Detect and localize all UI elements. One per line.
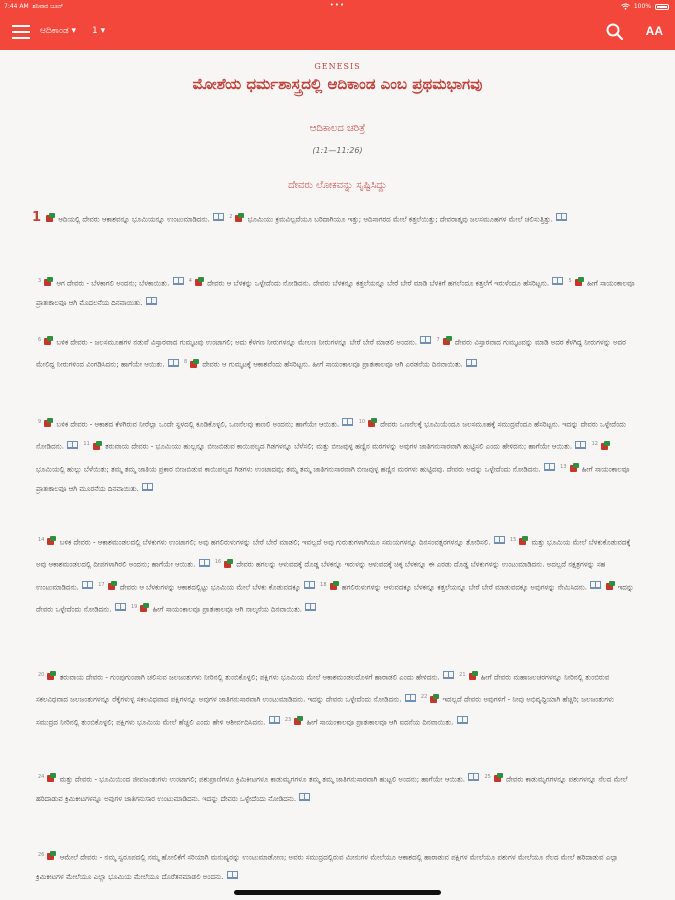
app-header [0,0,675,50]
verse-number: 18 [320,581,327,588]
verse-text[interactable]: ಮತ್ತು ದೇವರು - ಭೂಮಿಯಿಂದ ಜೀವಜಂತುಗಳು ಉಂಟಾಗಲಿ; ಪಶುಪ್ರಾಣಿಗಳೂ ಕ್ರಿಮಿಕೀಟಗಳೂ ಕಾಡುಮೃಗಗಳೂ ತಮ್ಮ ತಮ್ಮ ಜಾತಿಗನುಸಾರವಾಗಿ ಹುಟ್ಟಲಿ ಅಂದನು; ಹಾಗೆಯೇ ಆಯಿತು. [57,775,468,784]
verse-audio-icon[interactable] [606,581,615,590]
verse-number: 11 [83,441,90,448]
verse-number: 26 [38,852,45,858]
multitask-dots[interactable]: ••• [329,1,346,9]
battery-icon [655,4,669,10]
paragraph [36,271,636,313]
verse-audio-icon[interactable] [368,418,377,427]
cross-reference-book-icon[interactable] [142,483,153,491]
section-range: (1:1—11:26) [312,146,363,155]
verse-number: 7 [436,337,440,343]
cross-reference-book-icon[interactable] [405,694,416,702]
verse-text[interactable]: ಬಳಿಕ ದೇವರು - ಆಕಾಶಮಂಡಲದಲ್ಲಿ ಬೆಳಕುಗಳು ಉಂಟಾಗಲಿ; ಅವು ಹಗಲಿರುಳುಗಳನ್ನು ಬೇರೆ ಬೇರೆ ಮಾಡಲಿ; ಇವಲ್ಲದೆ ಅವು ಗುರುತುಗಳಾಗಿಯೂ ಸಮಯಗಳನ್ನೂ ದಿನಸಂವತ್ಸರಗಳನ್ನೂ ತೋರಿಸಲಿ. [57,538,493,547]
verse-audio-icon[interactable] [570,463,579,472]
paragraph [36,412,636,499]
verse-audio-icon[interactable] [601,441,610,450]
cross-reference-book-icon[interactable] [468,773,479,781]
paragraph [36,330,636,375]
cross-reference-book-icon[interactable] [269,716,280,724]
status-date: ಶನಿವಾರ ಜೂನ್ [32,3,64,10]
verse-audio-icon[interactable] [140,603,149,612]
verse-text[interactable]: ಬಳಿಕ ದೇವರು - ಜಲಸಮೂಹಗಳ ನಡುವೆ ವಿಸ್ತಾರವಾದ ಗುಮ್ಮಟವು ಉಂಟಾಗಲಿ; ಅದು ಕೆಳಗಣ ನೀರುಗಳನ್ನೂ ಮೇಲಣ ನೀರುಗಳನ್ನೂ ಬೇರೆ ಬೇರೆ ಮಾಡಲಿ ಅಂದನು. [54,338,420,347]
cross-reference-book-icon[interactable] [590,581,601,589]
cross-reference-book-icon[interactable] [299,793,310,801]
verse-text[interactable]: ಹಗಲಿರುಳುಗಳನ್ನು ಆಳುವದಕ್ಕೂ ಬೆಳಕನ್ನೂ ಕತ್ತಲೆಯನ್ನೂ ಬೇರೆ ಬೇರೆ ಮಾಡುವದಕ್ಕೂ ಅವುಗಳನ್ನು ನೇಮಿಸಿದನು. [339,582,590,591]
verse-text[interactable]: ದೇವರು ಆ ಬೆಳಕುಗಳನ್ನು ಆಕಾಶದಲ್ಲಿಟ್ಟು ಭೂಮಿಯ ಮೇಲೆ ಬೆಳಕು ಕೊಡುವದಕ್ಕೂ [117,582,303,591]
cross-reference-book-icon[interactable] [199,559,210,567]
verse-number: 23 [284,716,292,723]
verse-audio-icon[interactable] [235,213,244,222]
cross-reference-book-icon[interactable] [146,297,157,305]
verse-text[interactable]: ಬಳಿಕ ದೇವರು - ಆಕಾಶದ ಕೆಳಗಿರುವ ನೀರೆಲ್ಲಾ ಒಂದೇ ಸ್ಥಳದಲ್ಲಿ ಕೂಡಿಕೊಳ್ಳಲಿ, ಒಣನೆಲವು ಕಾಣಲಿ ಅಂದನು; ಹಾಗೆಯೇ ಆಯಿತು. [54,420,342,429]
menu-icon[interactable] [12,25,30,41]
paragraph [36,845,636,887]
verse-number: 3 [38,278,42,284]
home-indicator[interactable] [234,890,441,895]
verse-number: 8 [184,359,188,366]
cross-reference-book-icon[interactable] [420,336,431,344]
verse-number: 21 [459,672,466,678]
verse-audio-icon[interactable] [44,336,53,345]
verse-text[interactable]: ಹೀಗೆ ಸಾಯಂಕಾಲವೂ ಪ್ರಾತಃಕಾಲವೂ ಆಗಿ ನಾಲ್ಕನೆಯ ದಿನವಾಯಿತು. [150,605,305,614]
verse-text[interactable]: ಆಗ ದೇವರು - ಬೆಳಕಾಗಲಿ ಅಂದನು; ಬೆಳಕಾಯಿತು. [54,279,172,288]
verse-audio-icon[interactable] [190,359,199,368]
cross-reference-book-icon[interactable] [304,581,315,589]
verse-audio-icon[interactable] [44,418,53,427]
verse-text[interactable]: ಹೀಗೆ ಸಾಯಂಕಾಲವೂ ಪ್ರಾತಃಕಾಲವೂ ಆಗಿ ಮೂರನೆಯ ದಿನವಾಯಿತು. [36,464,630,493]
verse-number: 17 [98,581,105,588]
chapter-number: 1 [32,210,42,226]
verse-text[interactable]: ದೇವರು ಆ ಗುಮ್ಮಟಕ್ಕೆ ಆಕಾಶವೆಂದು ಹೆಸರಿಟ್ಟನು. ಹೀಗೆ ಸಾಯಂಕಾಲವೂ ಪ್ರಾತಃಕಾಲವೂ ಆಗಿ ಎರಡನೆಯ ದಿನವಾಯಿತು. [200,360,466,369]
cross-reference-book-icon[interactable] [342,418,353,426]
paragraph [36,530,636,619]
verse-number: 14 [38,537,45,543]
cross-reference-book-icon[interactable] [544,463,555,471]
section-title: ಆದಿಕಾಲದ ಚರಿತ್ರೆ [309,123,366,134]
cross-reference-book-icon[interactable] [466,359,477,367]
verse-text[interactable]: ಇದನ್ನು ದೇವರು ಒಳ್ಳೇದೆಂದು ನೋಡಿದನು. [36,582,634,614]
subsection-title: ದೇವರು ಲೋಕವನ್ನು ಸೃಷ್ಟಿಸಿದ್ದು [288,180,387,191]
paragraph [36,767,636,809]
verse-text[interactable]: ಹೀಗೆ ಸಾಯಂಕಾಲವೂ ಪ್ರಾತಃಕಾಲವೂ ಆಗಿ ಮೊದಲನೆಯ ದಿನವಾಯಿತು. [36,279,635,308]
verse-audio-icon[interactable] [47,671,56,680]
verse-number: 25 [484,774,491,780]
verse-text[interactable]: ತರುವಾಯ ದೇವರು - ಭೂಮಿಯು ಹುಲ್ಲನ್ನೂ ಬೀಜಬಿಡುವ ಕಾಯಿಪಲ್ಯದ ಗಿಡಗಳನ್ನೂ ಬೆಳೆಸಲಿ; ಮತ್ತು ಬೀಜವುಳ್ಳ ಹಣ್ಣಿನ ಮರಗಳನ್ನು ಅವುಗಳ ಜಾತಿಗನುಸಾರವಾಗಿ ಹುಟ್ಟಿಸಲಿ ಎಂದು ಹೇಳಿದನು; ಹಾಗೆಯೇ ಆಯಿತು. [102,442,575,451]
verse-audio-icon[interactable] [108,581,117,590]
paragraph [36,665,636,732]
paragraph [32,207,636,229]
book-label: GENESIS [314,62,361,71]
verse-audio-icon[interactable] [44,277,53,286]
cross-reference-book-icon[interactable] [305,603,316,611]
status-time: 7:44 AM [4,3,29,10]
cross-reference-book-icon[interactable] [556,213,567,221]
verse-text[interactable]: ದೇವರು ವಿಸ್ತಾರವಾದ ಗುಮ್ಮಟವನ್ನು ಮಾಡಿ ಅದರ ಕೆಳಗಿದ್ದ ನೀರುಗಳನ್ನು ಅದರ ಮೇಲಿದ್ದ ನೀರುಗಳಿಂದ ವಿಂಗಡಿಸಿದನು; ಹಾಗೆಯೇ ಆಯಿತು. [36,338,626,369]
book-selector[interactable]: ಆದಿಕಾಂಡ ▾ [40,26,77,36]
verse-audio-icon[interactable] [195,277,204,286]
verse-audio-icon[interactable] [443,336,452,345]
verse-number: 20 [38,672,45,678]
verse-audio-icon[interactable] [93,441,102,450]
wifi-icon [621,3,630,10]
book-title: ಮೋಶೆಯ ಧರ್ಮಶಾಸ್ತ್ರದಲ್ಲಿ ಆದಿಕಾಂಡ ಎಂಬ ಪ್ರಥಮಭಾಗವು [192,75,483,93]
font-size-button[interactable]: AA [645,24,663,38]
verse-number: 2 [229,214,233,220]
search-icon[interactable] [605,22,625,42]
verse-audio-icon[interactable] [47,773,56,782]
verse-text[interactable]: ಇದಲ್ಲದೆ ದೇವರು ಅವುಗಳಿಗೆ - ನೀವು ಅಭಿವೃದ್ಧಿಯಾಗಿ ಹೆಚ್ಚಿರಿ; ಜಲಜಂತುಗಳು ಸಮುದ್ರದ ನೀರಿನಲ್ಲಿ ತುಂಬಿಕೊಳ್ಳಲಿ; ಪಕ್ಷಿಗಳು ಭೂಮಿಯ ಮೇಲೆ ಹೆಚ್ಚಲಿ ಎಂದು ಹೇಳಿ ಆಶೀರ್ವದಿಸಿದನು. [36,695,615,726]
verse-audio-icon[interactable] [430,694,439,703]
verse-number: 15 [509,537,517,543]
verse-audio-icon[interactable] [575,277,584,286]
verse-text[interactable]: ಭೂಮಿಯು ಕ್ರಮವಿಲ್ಲದೆಯೂ ಬರಿದಾಗಿಯೂ ಇತ್ತು; ಆದಿಸಾಗರದ ಮೇಲೆ ಕತ್ತಲೆಯಿತ್ತು; ದೇವರಾತ್ಮವು ಜಲಸಮೂಹಗಳ ಮೇಲೆ ಚಲಿಸುತ್ತಿತ್ತು. [245,215,556,224]
verse-number: 24 [38,774,45,780]
cross-reference-book-icon[interactable] [213,213,224,221]
verse-text[interactable]: ಆದಿಯಲ್ಲಿ ದೇವರು ಆಕಾಶವನ್ನೂ ಭೂಮಿಯನ್ನೂ ಉಂಟುಮಾಡಿದನು. [56,215,212,224]
verse-audio-icon[interactable] [330,581,339,590]
chapter-selector[interactable]: 1 ▾ [92,26,106,36]
cross-reference-book-icon[interactable] [552,277,563,285]
verse-number: 12 [591,441,598,448]
cross-reference-book-icon[interactable] [457,716,468,724]
verse-text[interactable]: ಆಮೇಲೆ ದೇವರು - ನಮ್ಮ ಸ್ವರೂಪದಲ್ಲಿ ನಮ್ಮ ಹೋಲಿಕೆಗೆ ಸರಿಯಾಗಿ ಮನುಷ್ಯರನ್ನು ಉಂಟುಮಾಡೋಣ; ಅವರು ಸಮುದ್ರದಲ್ಲಿರುವ ಮೀನುಗಳ ಮೇಲೆಯೂ ಆಕಾಶದಲ್ಲಿ ಹಾರಾಡುವ ಪಕ್ಷಿಗಳ ಮೇಲೆಯೂ ಪಶುಗಳ ಮೇಲೆಯೂ ನೆಲದ ಮೇಲೆ ಹರಿದಾಡುವ ಎಲ್ಲಾ ಕ್ರಿಮಿಕೀಟಗಳ ಮೇಲೆಯೂ ಎಲ್ಲಾ ಭೂಮಿಯ ಮೇಲೆಯೂ ದೊರೆತನಮಾಡಲಿ ಅಂದನು. [36,853,619,882]
verse-text[interactable]: ದೇವರು ಆ ಬೆಳಕನ್ನು ಒಳ್ಳೇದೆಂದು ನೋಡಿದನು. ದೇವರು ಬೆಳಕನ್ನೂ ಕತ್ತಲೆಯನ್ನೂ ಬೇರೆ ಬೇರೆ ಮಾಡಿ ಬೆಳಕಿಗೆ ಹಗಲೆಂದೂ ಕತ್ತಲೆಗೆ ಇರುಳೆಂದೂ ಹೆಸರಿಟ್ಟನು. [204,279,552,288]
verse-number: 6 [38,337,42,343]
verse-audio-icon[interactable] [294,716,303,725]
battery-percent: 100% [633,3,651,10]
verse-number: 22 [420,694,428,701]
verse-number: 4 [188,278,192,284]
verse-number: 13 [560,463,567,470]
verse-number: 19 [130,603,138,610]
verse-number: 5 [568,278,572,284]
verse-number: 10 [358,419,366,425]
cross-reference-book-icon[interactable] [575,441,586,449]
verse-audio-icon[interactable] [47,851,56,860]
verse-audio-icon[interactable] [469,671,478,680]
cross-reference-book-icon[interactable] [115,603,126,611]
verse-number: 16 [214,559,222,566]
cross-reference-book-icon[interactable] [494,536,505,544]
reading-pane[interactable] [0,50,675,900]
cross-reference-book-icon[interactable] [173,277,184,285]
cross-reference-book-icon[interactable] [227,871,238,879]
verse-text[interactable]: ಮತ್ತು ಭೂಮಿಯ ಮೇಲೆ ಬೆಳಕುಕೊಡುವದಕ್ಕೆ ಅವು ಆಕಾಶಮಂಡಲದಲ್ಲಿ ದೀಪಗಳಾಗಿರಲಿ ಅಂದನು; ಹಾಗೆಯೇ ಆಯಿತು. [36,538,631,569]
verse-audio-icon[interactable] [46,213,55,222]
verse-audio-icon[interactable] [47,536,56,545]
cross-reference-book-icon[interactable] [67,441,78,449]
verse-text[interactable]: ಭೂಮಿಯಲ್ಲಿ ಹುಲ್ಲು ಬೆಳೆಯಿತು; ತಮ್ಮ ತಮ್ಮ ಜಾತಿಯ ಪ್ರಕಾರ ಬೀಜಬಿಡುವ ಕಾಯಿಪಲ್ಯದ ಗಿಡಗಳು ಉಂಟಾದವು; ತಮ್ಮ ತಮ್ಮ ಜಾತಿಗನುಸಾರವಾಗಿ ಬೀಜವುಳ್ಳ ಹಣ್ಣಿನ ಮರಗಳು ಹುಟ್ಟಿದವು. ದೇವರು ಅದನ್ನು ಒಳ್ಳೇದೆಂದು ನೋಡಿದನು. [36,464,543,473]
verse-text[interactable]: ತರುವಾಯ ದೇವರು - ಗುಂಪುಗುಂಪಾಗಿ ಚಲಿಸುವ ಜಲಜಂತುಗಳು ನೀರಿನಲ್ಲಿ ತುಂಬಿಕೊಳ್ಳಲಿ; ಪಕ್ಷಿಗಳು ಭೂಮಿಯ ಮೇಲೆ ಆಕಾಶಮಂಡಲದೊಳಗೆ ಹಾರಾಡಲಿ ಎಂದು ಹೇಳಿದನು. [57,673,442,682]
cross-reference-book-icon[interactable] [82,581,93,589]
verse-audio-icon[interactable] [494,773,503,782]
cross-reference-book-icon[interactable] [168,359,179,367]
verse-text[interactable]: ದೇವರು ಕಾಡುಮೃಗಗಳನ್ನೂ ಪಶುಗಳನ್ನೂ ನೆಲದ ಮೇಲೆ ಹರಿದಾಡುವ ಕ್ರಿಮಿಕೀಟಗಳನ್ನೂ ಅವುಗಳ ಜಾತಿಗನುಸಾರ ಉಂಟುಮಾಡಿದನು. ಇದನ್ನು ದೇವರು ಒಳ್ಳೇದೆಂದು ನೋಡಿದನು. [36,775,628,804]
verse-text[interactable]: ದೇವರು ಒಣನೆಲಕ್ಕೆ ಭೂಮಿಯೆಂದೂ ಜಲಸಮೂಹಕ್ಕೆ ಸಮುದ್ರವೆಂದೂ ಹೆಸರಿಟ್ಟನು. ಇದನ್ನು ದೇವರು ಒಳ್ಳೇದೆಂದು ನೋಡಿದನು. [36,420,626,451]
verse-audio-icon[interactable] [224,559,233,568]
cross-reference-book-icon[interactable] [443,671,454,679]
verse-text[interactable]: ಹೀಗೆ ದೇವರು ಮಹಾಜಲಚರಗಳನ್ನೂ ನೀರಿನಲ್ಲಿ ತುಂಬಿರುವ ಸಕಲವಿಧವಾದ ಜಲಜಂತುಗಳನ್ನೂ ರೆಕ್ಕೆಗಳುಳ್ಳ ಸಕಲವಿಧವಾದ ಪಕ್ಷಿಗಳನ್ನೂ ಅವುಗಳ ಜಾತಿಗನುಸಾರವಾಗಿ ಉಂಟುಮಾಡಿದನು. ಇದನ್ನು ದೇವರು ಒಳ್ಳೇದೆಂದು ನೋಡಿದನು. [36,673,610,704]
verse-audio-icon[interactable] [519,536,528,545]
status-right [621,3,669,10]
verse-number: 9 [38,419,42,425]
verse-text[interactable]: ದೇವರು ಹಗಲನ್ನು ಆಳುವದಕ್ಕೆ ದೊಡ್ಡ ಬೆಳಕನ್ನೂ ಇರುಳನ್ನು ಆಳುವದಕ್ಕೆ ಚಿಕ್ಕ ಬೆಳಕನ್ನೂ ಈ ಎರಡು ದೊಡ್ಡ ಬೆಳಕುಗಳನ್ನು ಉಂಟುಮಾಡಿದನು. ಅದಲ್ಲದೆ ನಕ್ಷತ್ರಗಳನ್ನು ಸಹ ಉಂಟುಮಾಡಿದನು. [36,560,606,591]
toolbar [0,16,675,50]
verse-text[interactable]: ಹೀಗೆ ಸಾಯಂಕಾಲವೂ ಪ್ರಾತಃಕಾಲವೂ ಆಗಿ ಐದನೆಯ ದಿನವಾಯಿತು. [304,717,456,726]
